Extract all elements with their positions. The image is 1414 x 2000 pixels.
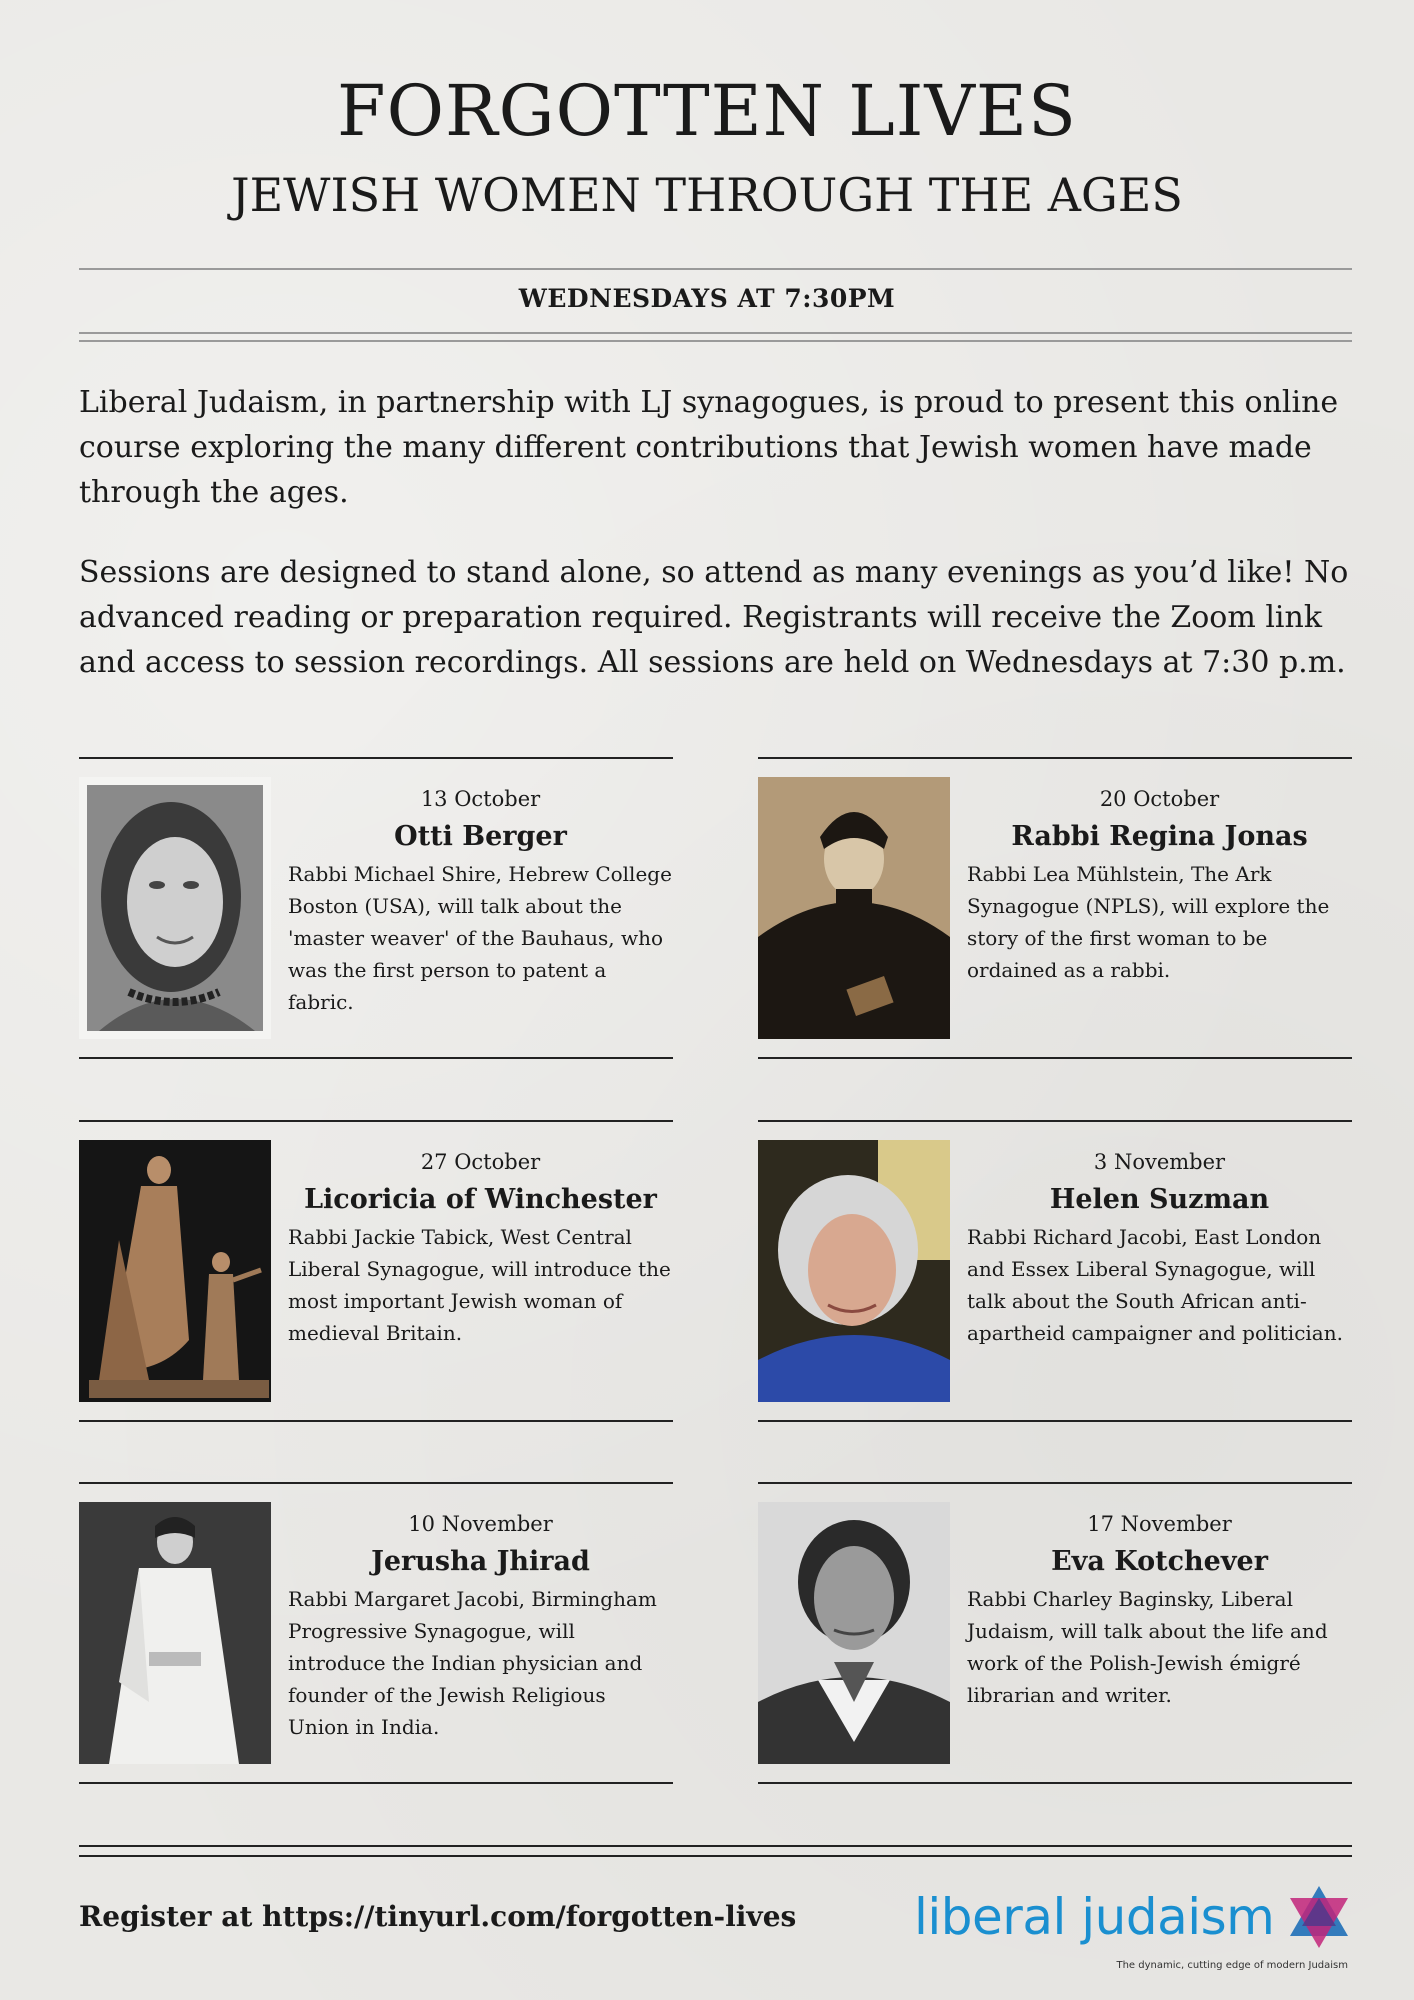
session-description: Rabbi Richard Jacobi, East London and Essex Liberal Synagogue, will talk about the South African anti-apartheid campaigner and politician.	[967, 1225, 1343, 1345]
session-name: Otti Berger	[394, 821, 567, 852]
session-description: Rabbi Jackie Tabick, West Central Liberal Synagogue, will introduce the most important Jewish woman of medieval Britain.	[288, 1225, 671, 1345]
poster-title: FORGOTTEN LIVES	[337, 70, 1077, 152]
divider-mid-2	[79, 340, 1352, 342]
card-top-rule	[79, 1482, 673, 1484]
session-card-eva-kotchever	[758, 1482, 1352, 1784]
session-card-helen-suzman	[758, 1120, 1352, 1422]
card-bottom-rule	[758, 1057, 1352, 1059]
divider-mid-1	[79, 332, 1352, 334]
session-card-otti-berger	[79, 757, 673, 1059]
session-description: Rabbi Lea Mühlstein, The Ark Synagogue (NPLS), will explore the story of the first woman to be ordained as a rabbi.	[967, 862, 1330, 982]
portrait-helen-suzman	[758, 1140, 950, 1402]
session-name: Helen Suzman	[1049, 1184, 1270, 1215]
session-date: 3 November	[1093, 1150, 1226, 1174]
card-top-rule	[758, 1482, 1352, 1484]
register-link-text[interactable]: Register at https://tinyurl.com/forgotten-lives	[79, 1900, 797, 1933]
session-description: Rabbi Michael Shire, Hebrew College Boston (USA), will talk about the 'master weaver' of the Bauhaus, who was the first person to patent a fabric.	[288, 862, 672, 1014]
card-bottom-rule	[79, 1782, 673, 1784]
liberal-judaism-logo	[914, 1888, 1354, 1988]
portrait-regina-jonas	[758, 777, 950, 1039]
intro-paragraph-2: Sessions are designed to stand alone, so attend as many evenings as you’d like! No advanced reading or preparation required. Registrants will receive the Zoom link and access to session recordings. All sessions are held on Wednesdays at 7:30 p.m.	[79, 555, 1349, 680]
footer-divider-1	[79, 1845, 1352, 1847]
card-bottom-rule	[758, 1782, 1352, 1784]
star-of-david-icon	[1284, 1882, 1354, 1952]
poster-subtitle: JEWISH WOMEN THROUGH THE AGES	[231, 168, 1183, 222]
intro-paragraph-1: Liberal Judaism, in partnership with LJ synagogues, is proud to present this online course exploring the many different contributions that Jewish women have made through the ages.	[79, 385, 1339, 510]
card-bottom-rule	[79, 1420, 673, 1422]
schedule-banner: WEDNESDAYS AT 7:30PM	[518, 284, 896, 313]
session-date: 13 October	[420, 787, 541, 811]
portrait-otti-berger	[79, 777, 271, 1039]
card-top-rule	[758, 1120, 1352, 1122]
logo-tagline: The dynamic, cutting edge of modern Judaism	[1116, 1960, 1348, 1971]
session-name: Rabbi Regina Jonas	[1011, 821, 1308, 852]
card-bottom-rule	[758, 1420, 1352, 1422]
session-card-regina-jonas	[758, 757, 1352, 1059]
session-name: Eva Kotchever	[1051, 1546, 1268, 1577]
session-name: Jerusha Jhirad	[371, 1546, 590, 1577]
footer-divider-2	[79, 1855, 1352, 1857]
session-card-jerusha-jhirad	[79, 1482, 673, 1784]
portrait-jerusha-jhirad	[79, 1502, 271, 1764]
session-name: Licoricia of Winchester	[304, 1184, 657, 1215]
session-date: 17 November	[1087, 1512, 1232, 1536]
card-bottom-rule	[79, 1057, 673, 1059]
card-top-rule	[758, 757, 1352, 759]
divider-top	[79, 268, 1352, 270]
session-card-licoricia	[79, 1120, 673, 1422]
statue-licoricia	[79, 1140, 271, 1402]
card-top-rule	[79, 1120, 673, 1122]
session-date: 10 November	[408, 1512, 553, 1536]
portrait-eva-kotchever	[758, 1502, 950, 1764]
session-description: Rabbi Margaret Jacobi, Birmingham Progressive Synagogue, will introduce the Indian physician and founder of the Jewish Religious Union in India.	[288, 1587, 657, 1739]
session-date: 20 October	[1099, 787, 1220, 811]
logo-wordmark: liberal judaism	[914, 1888, 1275, 1946]
card-top-rule	[79, 757, 673, 759]
session-date: 27 October	[420, 1150, 541, 1174]
session-description: Rabbi Charley Baginsky, Liberal Judaism, will talk about the life and work of the Polish-Jewish émigré librarian and writer.	[967, 1587, 1328, 1707]
